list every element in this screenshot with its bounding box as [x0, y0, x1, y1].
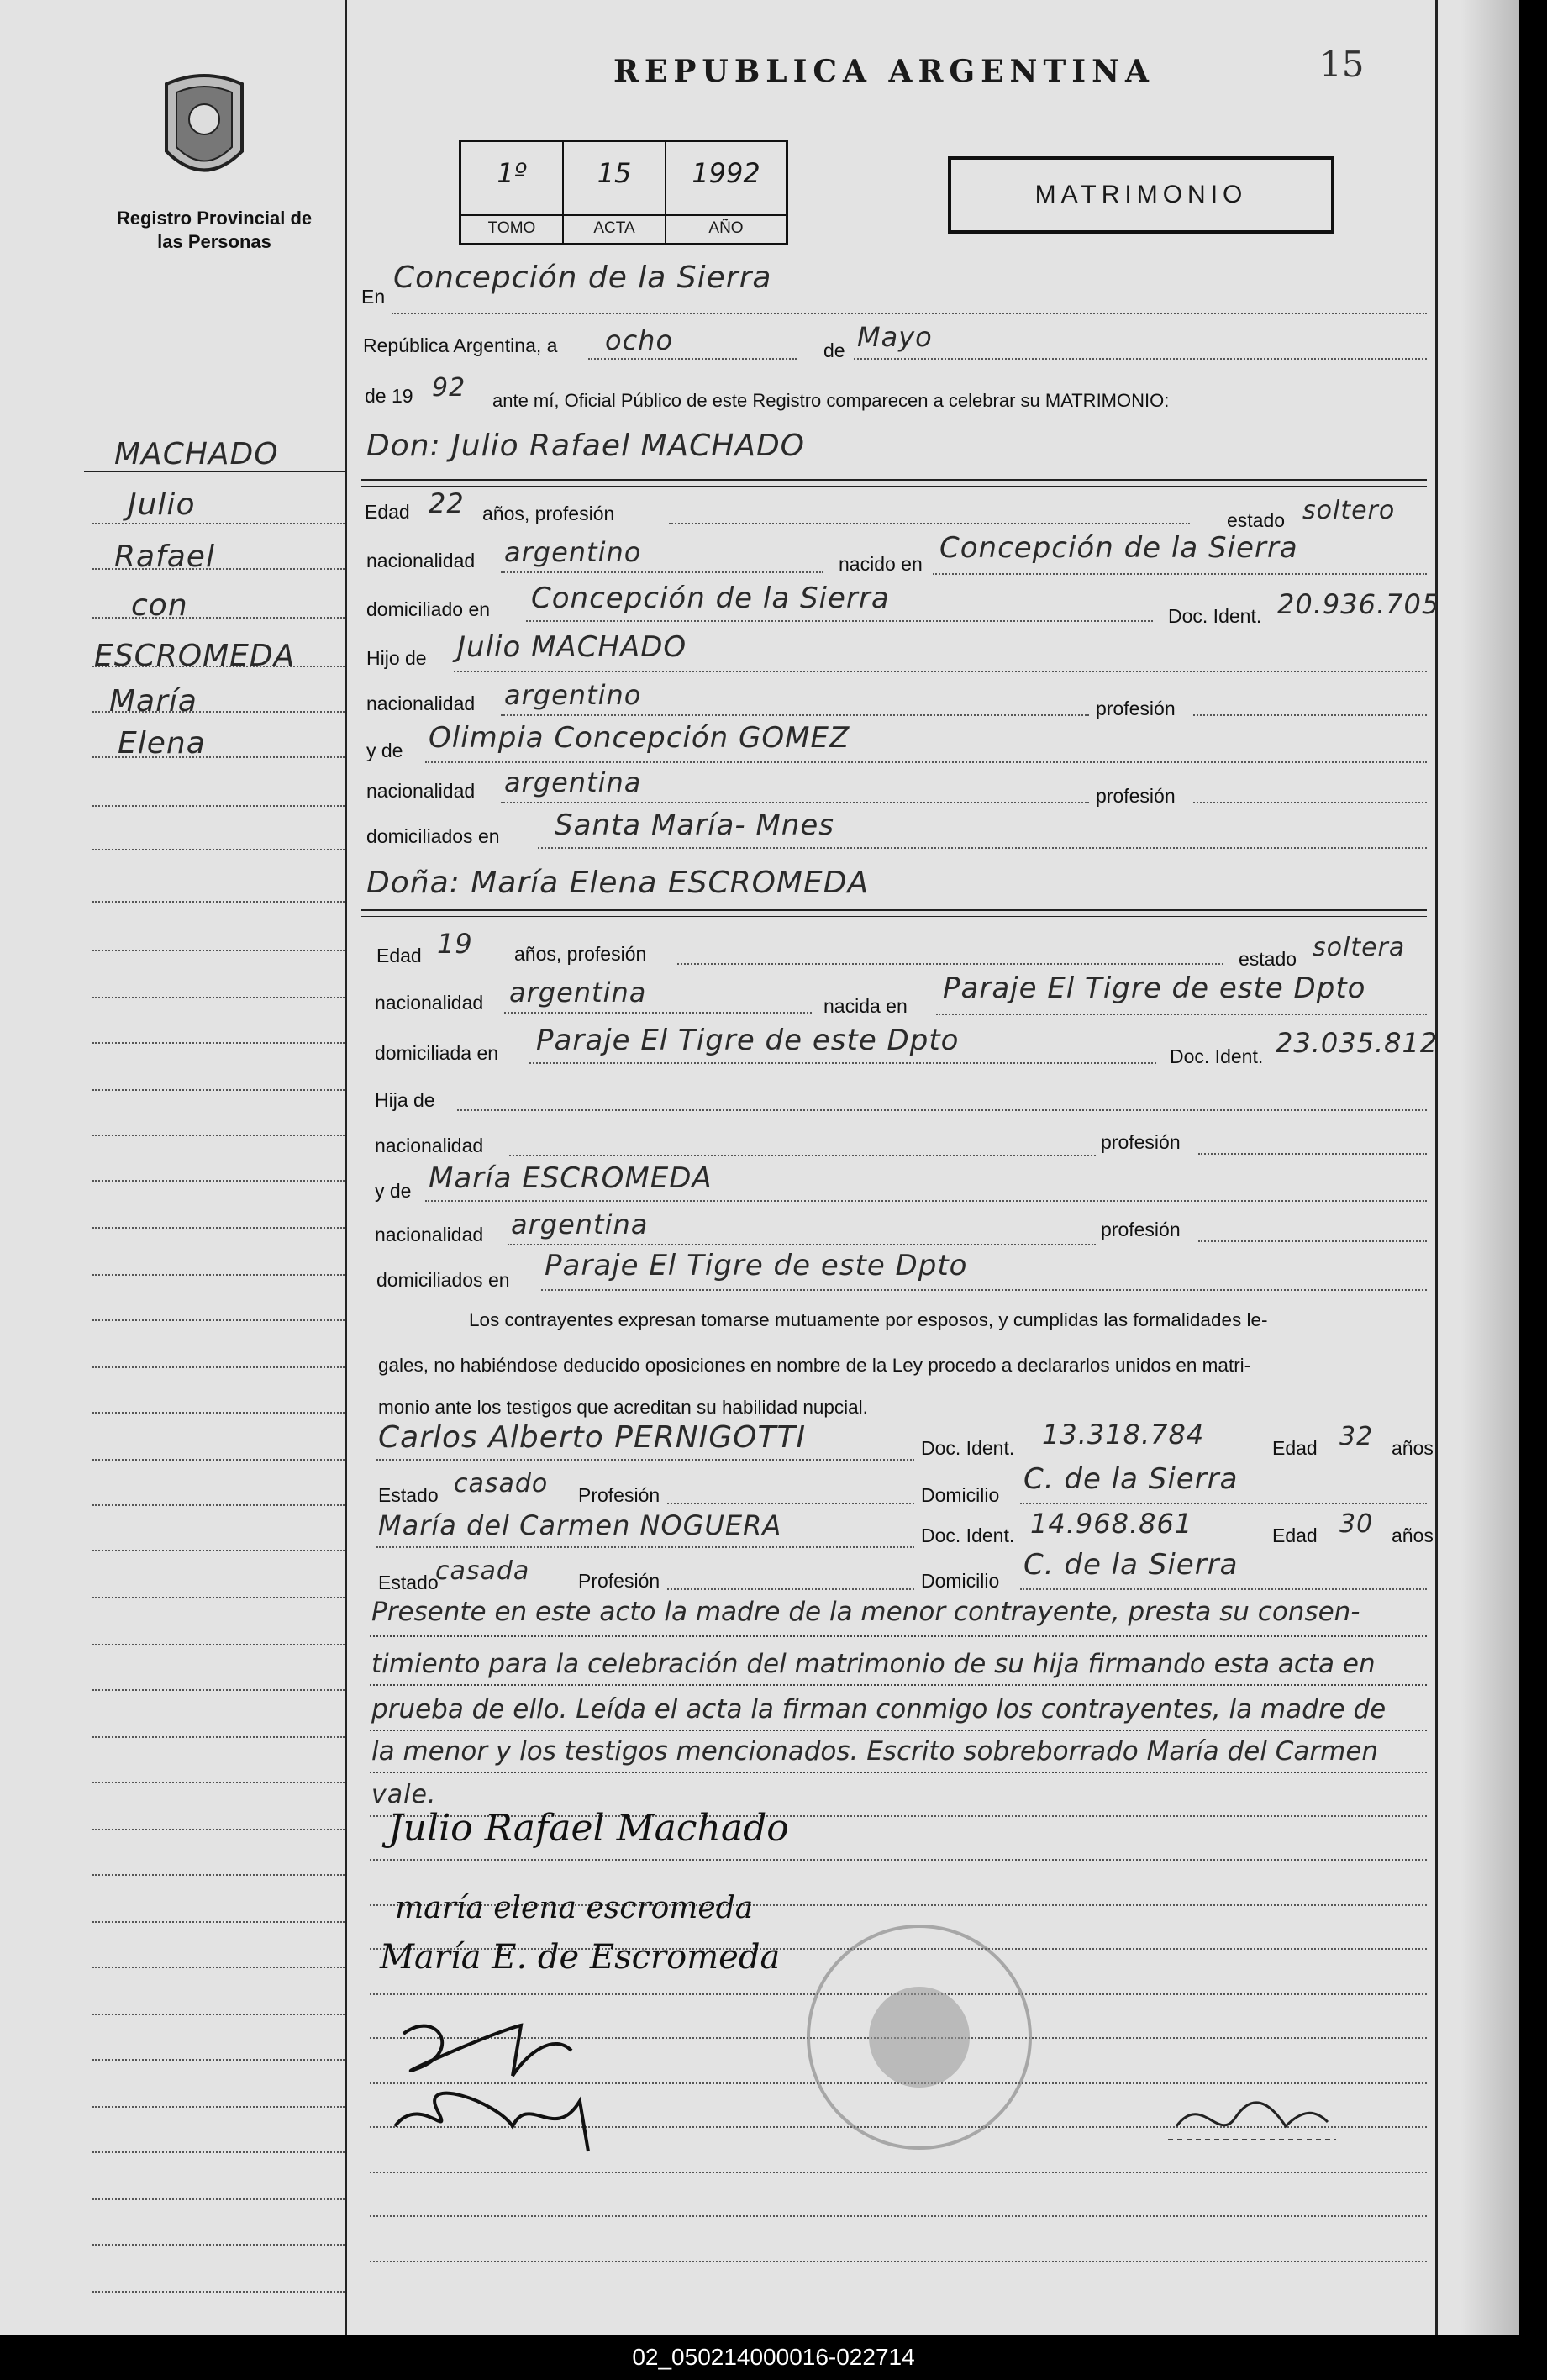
- groom-dom-label: domiciliado en: [366, 598, 491, 620]
- groom-mother-nac: argentina: [504, 766, 642, 798]
- provincial-seal-logo: [158, 67, 250, 193]
- groom-yde-label: y de: [366, 740, 403, 761]
- bride-anos-label: años, profesión: [514, 943, 647, 965]
- official-signature: [1168, 2084, 1336, 2151]
- witness2-dom: C. de la Sierra: [1023, 1548, 1239, 1582]
- bride-hija-label: Hija de: [375, 1089, 435, 1111]
- margin-name: Elena: [118, 726, 206, 761]
- notes-line: prueba de ello. Leída el acta la firman conmigo los contrayentes, la madre de: [371, 1694, 1387, 1724]
- image-id-footer: 02_050214000016-022714: [0, 2335, 1547, 2380]
- witness-signatures: [387, 2000, 622, 2168]
- groom-anos-label: años, profesión: [482, 503, 615, 524]
- document-type-box: MATRIMONIO: [948, 156, 1334, 234]
- groom-father-prof-label: profesión: [1096, 698, 1176, 719]
- witness1-doc-label: Doc. Ident.: [921, 1437, 1015, 1459]
- margin-surname-groom: MACHADO: [114, 437, 279, 471]
- record-box: [459, 140, 788, 245]
- intro-text: ante mí, Oficial Público de este Registro comparecen a celebrar su MATRIMONIO:: [492, 390, 1170, 411]
- witness1-prof-label: Profesión: [578, 1484, 660, 1506]
- page-number: 15: [1319, 44, 1365, 85]
- bride-mother-prof-label: profesión: [1101, 1219, 1181, 1240]
- witness2-anos-label: años: [1392, 1524, 1434, 1546]
- declaration-line: Los contrayentes expresan tomarse mutuamente por esposos, y cumplidas las formalidades le-: [469, 1309, 1268, 1330]
- de-label: de: [823, 340, 845, 361]
- tomo-label: TOMO: [461, 214, 562, 238]
- groom-father-nac-label: nacionalidad: [366, 692, 476, 714]
- declaration-line: monio ante los testigos que acreditan su habilidad nupcial.: [378, 1397, 868, 1418]
- witness2-estado: casada: [435, 1556, 530, 1586]
- bride-father-prof-label: profesión: [1101, 1131, 1181, 1153]
- acta-value: 15: [597, 157, 632, 189]
- bride-parents-dom: Paraje El Tigre de este Dpto: [545, 1249, 968, 1282]
- declaration-line: gales, no habiéndose deducido oposiciones en nombre de la Ley procedo a declararlos unidos en matri-: [378, 1355, 1251, 1376]
- witness2-name: María del Carmen NOGUERA: [378, 1509, 782, 1541]
- bride-dom: Paraje El Tigre de este Dpto: [536, 1024, 960, 1057]
- month-value: Mayo: [857, 321, 933, 353]
- bride-dom-label: domiciliada en: [375, 1042, 499, 1064]
- anio-value: 1992: [692, 157, 760, 189]
- margin-surname-bride: ESCROMEDA: [94, 639, 296, 673]
- witness2-dom-label: Domicilio: [921, 1570, 1000, 1592]
- mother-signature: María E. de Escromeda: [380, 1938, 781, 1977]
- groom-dom: Concepción de la Sierra: [531, 582, 890, 615]
- witness2-doc: 14.968.861: [1030, 1508, 1193, 1540]
- groom-nac-label: nacionalidad: [366, 550, 476, 571]
- witness2-estado-label: Estado: [378, 1572, 439, 1593]
- bride-name: Doña: María Elena ESCROMEDA: [366, 866, 870, 900]
- witness1-dom: C. de la Sierra: [1023, 1462, 1239, 1496]
- acta-label: ACTA: [564, 214, 665, 238]
- groom-father: Julio MACHADO: [457, 630, 687, 664]
- margin-name: Julio: [128, 487, 196, 522]
- witness2-edad-label: Edad: [1272, 1524, 1318, 1546]
- bride-mother-nac: argentina: [511, 1208, 649, 1240]
- groom-doc-label: Doc. Ident.: [1168, 605, 1262, 627]
- place-value: Concepción de la Sierra: [393, 261, 772, 295]
- groom-mother-nac-label: nacionalidad: [366, 780, 476, 802]
- groom-nacido-label: nacido en: [839, 553, 923, 575]
- bride-nacida-label: nacida en: [823, 995, 908, 1017]
- republica-label: República Argentina, a: [363, 334, 558, 356]
- bride-nac-label: nacionalidad: [375, 992, 484, 1014]
- witness1-doc: 13.318.784: [1042, 1419, 1205, 1451]
- bride-parents-dom-label: domiciliados en: [376, 1269, 510, 1291]
- groom-edad-label: Edad: [365, 501, 410, 523]
- groom-mother: Olimpia Concepción GOMEZ: [429, 721, 850, 755]
- official-stamp: [807, 1925, 1032, 2150]
- witness1-edad-label: Edad: [1272, 1437, 1318, 1459]
- margin-name: María: [109, 684, 197, 719]
- notes-line: vale.: [371, 1780, 437, 1809]
- anio-label: AÑO: [666, 214, 786, 238]
- bride-edad-label: Edad: [376, 945, 422, 966]
- bride-signature: maría elena escromeda: [395, 1891, 754, 1925]
- groom-signature: Julio Rafael Machado: [388, 1807, 789, 1850]
- witness2-prof-label: Profesión: [578, 1570, 660, 1592]
- country-title: REPUBLICA ARGENTINA: [613, 54, 1155, 89]
- bride-doc: 23.035.812: [1276, 1027, 1439, 1059]
- margin-name: con: [131, 588, 188, 623]
- notes-line: la menor y los testigos mencionados. Escrito sobreborrado María del Carmen: [371, 1736, 1379, 1767]
- bride-mother-nac-label: nacionalidad: [375, 1224, 484, 1245]
- bride-yde-label: y de: [375, 1180, 412, 1202]
- bride-nacida: Paraje El Tigre de este Dpto: [943, 971, 1366, 1005]
- witness1-estado-label: Estado: [378, 1484, 439, 1506]
- margin-divider: [345, 0, 347, 2335]
- groom-hijo-label: Hijo de: [366, 647, 427, 669]
- notes-line: timiento para la celebración del matrimonio de su hija firmando esta acta en: [371, 1649, 1376, 1679]
- witness1-anos-label: años: [1392, 1437, 1434, 1459]
- groom-parents-dom-label: domiciliados en: [366, 825, 500, 847]
- bride-estado-label: estado: [1239, 948, 1297, 970]
- witness2-edad: 30: [1339, 1509, 1374, 1539]
- bride-nac: argentina: [509, 977, 647, 1008]
- office-name: Registro Provincial de las Personas: [116, 208, 313, 252]
- witness1-estado: casado: [454, 1469, 549, 1498]
- de19-label: de 19: [365, 385, 413, 407]
- groom-doc: 20.936.705: [1277, 588, 1440, 620]
- groom-father-nac: argentino: [504, 679, 642, 711]
- day-value: ocho: [605, 324, 674, 356]
- witness1-dom-label: Domicilio: [921, 1484, 1000, 1506]
- bride-mother: María ESCROMEDA: [429, 1161, 713, 1195]
- bride-father-nac-label: nacionalidad: [375, 1135, 484, 1156]
- bride-doc-label: Doc. Ident.: [1170, 1045, 1264, 1067]
- right-border: [1435, 0, 1438, 2335]
- groom-nacido: Concepción de la Sierra: [939, 531, 1298, 565]
- witness1-name: Carlos Alberto PERNIGOTTI: [378, 1420, 807, 1455]
- groom-estado: soltero: [1302, 496, 1396, 525]
- groom-edad: 22: [429, 487, 465, 519]
- bride-edad: 19: [437, 928, 473, 960]
- bride-estado: soltera: [1313, 933, 1406, 962]
- groom-estado-label: estado: [1227, 509, 1286, 531]
- groom-name: Don: Julio Rafael MACHADO: [366, 429, 806, 463]
- notes-line: Presente en este acto la madre de la menor contrayente, presta su consen-: [371, 1597, 1360, 1627]
- year-short: 92: [432, 373, 466, 403]
- groom-parents-dom: Santa María- Mnes: [555, 808, 834, 842]
- witness2-doc-label: Doc. Ident.: [921, 1524, 1015, 1546]
- en-label: En: [361, 286, 386, 308]
- tomo-value: 1º: [497, 157, 527, 189]
- witness1-edad: 32: [1339, 1422, 1374, 1451]
- groom-nac: argentino: [504, 536, 642, 568]
- groom-mother-prof-label: profesión: [1096, 785, 1176, 807]
- margin-name: Rafael: [114, 540, 215, 574]
